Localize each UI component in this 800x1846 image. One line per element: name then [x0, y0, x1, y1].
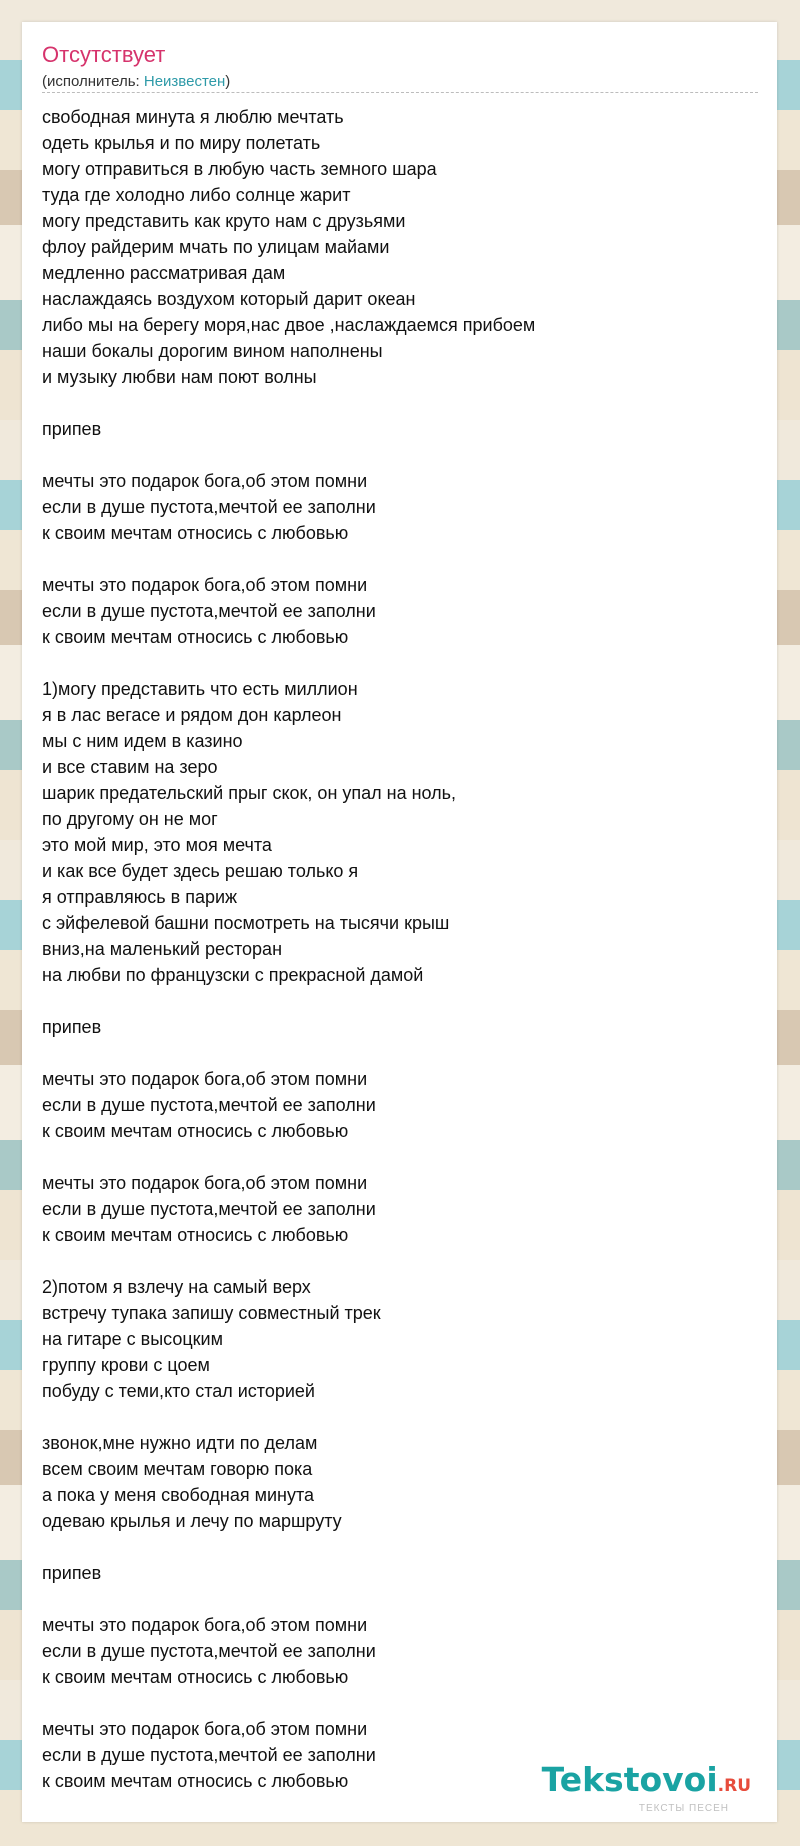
- lyric-line: туда где холодно либо солнце жарит: [42, 185, 351, 205]
- lyric-line: на любви по французски с прекрасной дамой: [42, 965, 424, 985]
- lyric-line: [42, 1690, 535, 1716]
- lyric-line: если в душе пустота,мечтой ее заполни: [42, 1641, 376, 1661]
- lyric-line: по другому он не мог: [42, 809, 218, 829]
- lyric-line: я отправляюсь в париж: [42, 887, 238, 907]
- lyric-line: 1)могу представить что есть миллион: [42, 679, 358, 699]
- lyric-line: к своим мечтам относись с любовью: [42, 1121, 349, 1141]
- lyric-line: [42, 1144, 535, 1170]
- logo-wordmark: [541, 1760, 751, 1803]
- lyric-line: мечты это подарок бога,об этом помни: [42, 471, 368, 491]
- lyric-line: припев: [42, 1017, 102, 1037]
- lyric-line: свободная минута я люблю мечтать: [42, 107, 344, 127]
- lyric-line: мечты это подарок бога,об этом помни: [42, 1615, 368, 1635]
- lyric-line: [42, 1404, 535, 1430]
- lyric-line: если в душе пустота,мечтой ее заполни: [42, 1745, 376, 1765]
- lyric-line: я в лас вегасе и рядом дон карлеон: [42, 705, 342, 725]
- lyric-line: медленно рассматривая дам: [42, 263, 286, 283]
- lyric-line: шарик предательский прыг скок, он упал на ноль,: [42, 783, 457, 803]
- lyric-line: одеть крылья и по миру полетать: [42, 133, 321, 153]
- lyric-line: припев: [42, 1563, 102, 1583]
- lyric-line: к своим мечтам относись с любовью: [42, 523, 349, 543]
- lyric-line: если в душе пустота,мечтой ее заполни: [42, 1199, 376, 1219]
- lyric-line: мечты это подарок бога,об этом помни: [42, 1173, 368, 1193]
- lyric-line: могу представить как круто нам с друзьями: [42, 211, 406, 231]
- lyric-line: встречу тупака запишу совместный трек: [42, 1303, 381, 1323]
- lyric-line: и как все будет здесь решаю только я: [42, 861, 359, 881]
- song-title: Отсутствует: [42, 42, 166, 67]
- lyric-line: мечты это подарок бога,об этом помни: [42, 1719, 368, 1739]
- performer-prefix: (исполнитель:: [42, 73, 144, 90]
- lyric-line: если в душе пустота,мечтой ее заполни: [42, 1095, 376, 1115]
- lyric-line: всем своим мечтам говорю пока: [42, 1459, 313, 1479]
- performer-suffix: ): [225, 73, 231, 90]
- performer-line: [42, 72, 230, 92]
- lyric-line: [42, 1040, 535, 1066]
- lyric-line: вниз,на маленький ресторан: [42, 939, 283, 959]
- lyric-line: мечты это подарок бога,об этом помни: [42, 1069, 368, 1089]
- lyric-line: если в душе пустота,мечтой ее заполни: [42, 497, 376, 517]
- lyric-line: мы с ним идем в казино: [42, 731, 243, 751]
- lyric-line: [42, 546, 535, 572]
- lyric-line: на гитаре с высоцким: [42, 1329, 223, 1349]
- performer-link[interactable]: Неизвестен: [143, 73, 226, 90]
- lyric-line: 2)потом я взлечу на самый верх: [42, 1277, 311, 1297]
- lyric-line: могу отправиться в любую часть земного шара: [42, 159, 437, 179]
- lyric-line: [42, 988, 535, 1014]
- lyric-line: к своим мечтам относись с любовью: [42, 627, 349, 647]
- logo-tagline: ТЕКСТЫ ПЕСЕН: [638, 1803, 729, 1814]
- lyric-line: припев: [42, 419, 102, 439]
- site-logo[interactable]: [541, 1760, 751, 1815]
- lyric-line: побуду с теми,кто стал историей: [42, 1381, 315, 1401]
- lyrics-text: [42, 104, 535, 1794]
- lyric-line: наслаждаясь воздухом который дарит океан: [42, 289, 416, 309]
- lyric-line: [42, 1586, 535, 1612]
- lyric-line: а пока у меня свободная минута: [42, 1485, 315, 1505]
- lyric-line: и все ставим на зеро: [42, 757, 218, 777]
- lyric-line: это мой мир, это моя мечта: [42, 835, 272, 855]
- lyrics-card: [22, 22, 777, 1822]
- lyric-line: группу крови с цоем: [42, 1355, 210, 1375]
- lyric-line: [42, 1534, 535, 1560]
- lyric-line: мечты это подарок бога,об этом помни: [42, 575, 368, 595]
- title-divider: [42, 92, 758, 93]
- lyric-line: к своим мечтам относись с любовью: [42, 1225, 349, 1245]
- lyric-line: [42, 390, 535, 416]
- lyric-line: с эйфелевой башни посмотреть на тысячи крыш: [42, 913, 450, 933]
- lyric-line: наши бокалы дорогим вином наполнены: [42, 341, 383, 361]
- lyric-line: к своим мечтам относись с любовью: [42, 1771, 349, 1791]
- lyric-line: [42, 442, 535, 468]
- lyric-line: либо мы на берегу моря,нас двое ,наслаждаемся прибоем: [42, 315, 536, 335]
- logo-name: Tekstovoi: [541, 1760, 718, 1799]
- lyric-line: флоу райдерим мчать по улицам майами: [42, 237, 390, 257]
- lyric-line: одеваю крылья и лечу по маршруту: [42, 1511, 342, 1531]
- lyric-line: к своим мечтам относись с любовью: [42, 1667, 349, 1687]
- lyric-line: [42, 1248, 535, 1274]
- lyric-line: [42, 650, 535, 676]
- lyric-line: и музыку любви нам поют волны: [42, 367, 317, 387]
- logo-tld: .RU: [717, 1776, 751, 1796]
- lyric-line: если в душе пустота,мечтой ее заполни: [42, 601, 376, 621]
- lyric-line: звонок,мне нужно идти по делам: [42, 1433, 318, 1453]
